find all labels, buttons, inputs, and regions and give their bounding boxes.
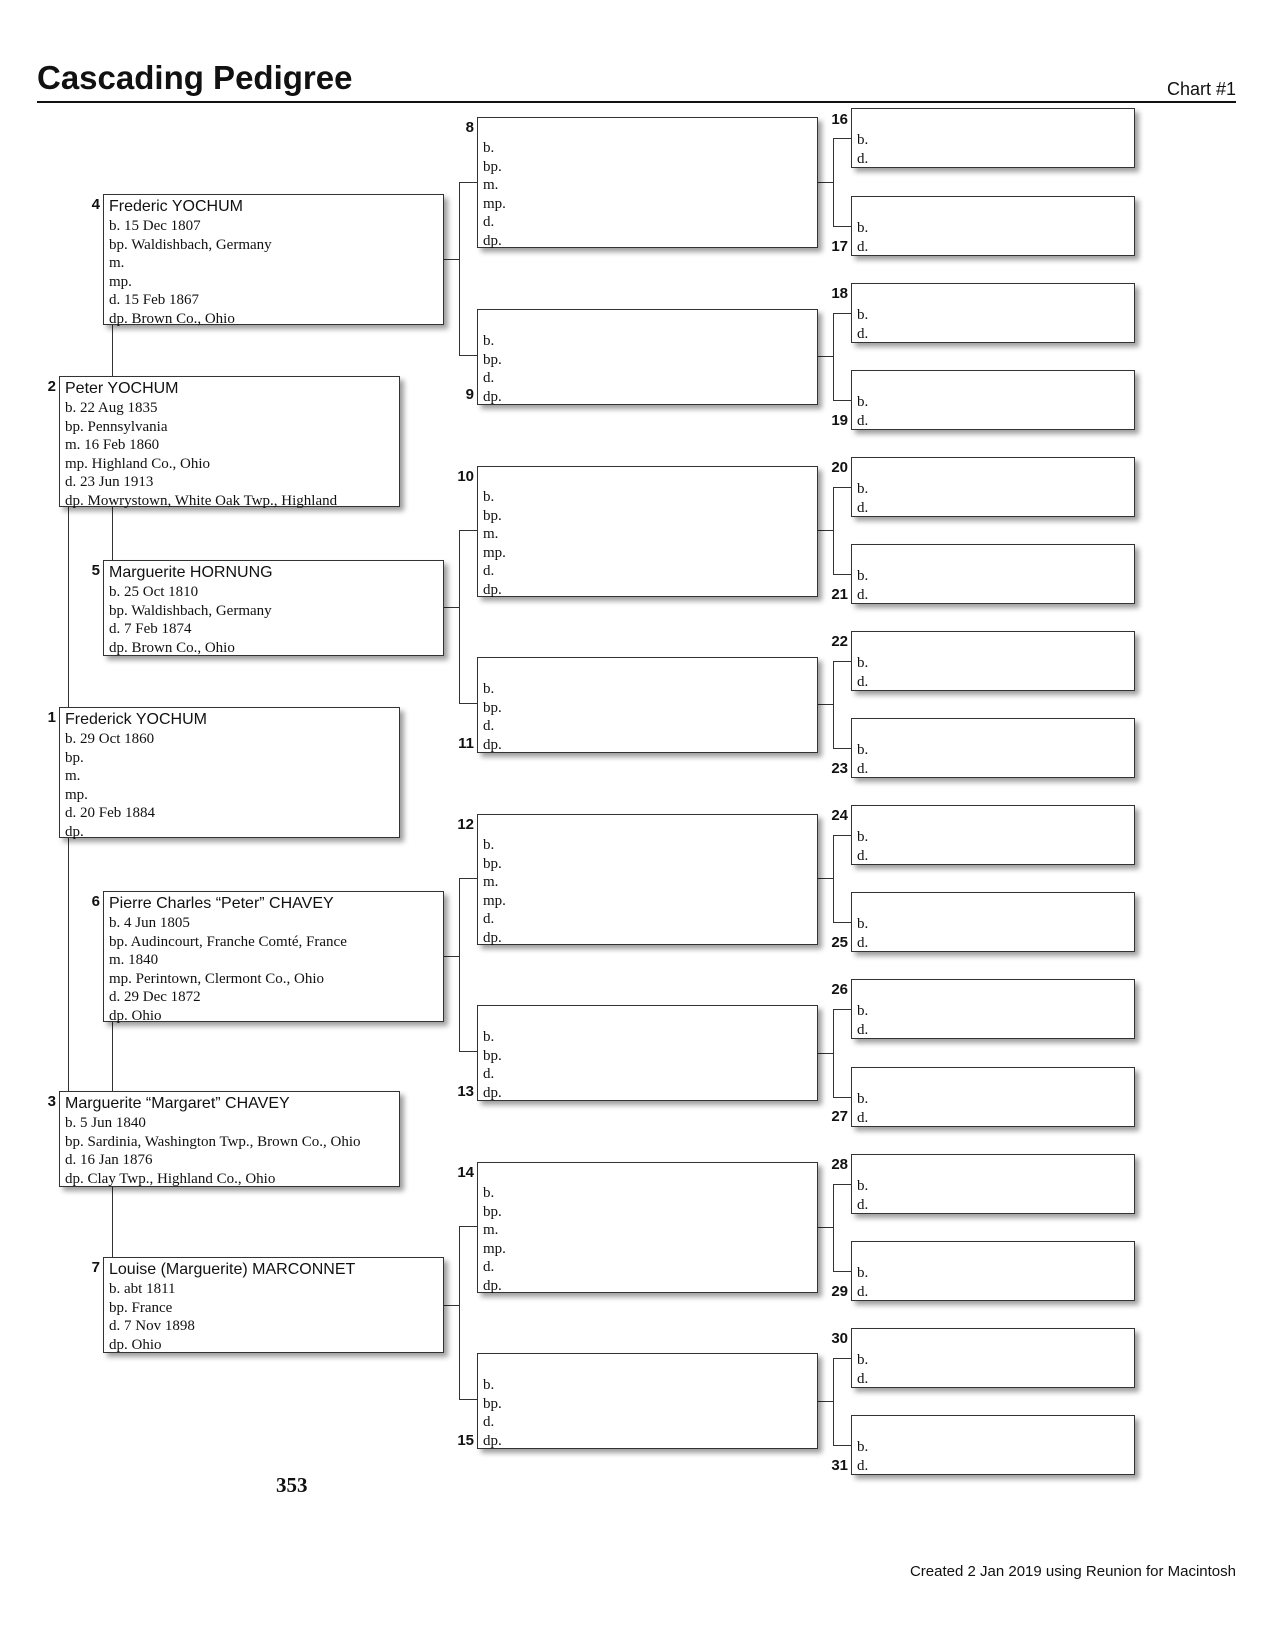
title-rule [37,101,1236,103]
person-detail-line: d. [857,1457,869,1474]
person-box-7 [103,1257,444,1353]
person-name: Frederick YOCHUM [65,711,207,728]
person-detail-line: b. 5 Jun 1840 [65,1115,146,1131]
bracket-bottom-tick-g4-4 [833,922,851,923]
person-box-25 [851,892,1135,952]
bracket-top-tick-g4-2 [833,487,851,488]
person-detail-line: d. [483,1259,495,1275]
person-name: Louise (Marguerite) MARCONNET [109,1261,356,1278]
ahnentafel-number-10: 10 [457,468,474,485]
person-detail-line: b. [857,481,869,497]
bracket-top-tick-g4-4 [833,835,851,836]
bracket-top-tick-g4-7 [833,1358,851,1359]
person-detail-line: b. [483,1377,495,1393]
bracket-bottom-tick-2 [459,1051,477,1052]
person-detail-line: bp. [483,1203,502,1220]
ahnentafel-number-12: 12 [457,816,474,833]
person-box-28 [851,1154,1135,1214]
person-box-22 [851,631,1135,691]
person-detail-line: d. [857,1021,869,1038]
ahnentafel-number-17: 17 [831,238,848,255]
bracket-gen4-2 [833,487,834,574]
bracket-bottom-tick-g4-0 [833,226,851,227]
person-detail-line: mp. Highland Co., Ohio [65,455,210,472]
person-detail-line: dp. Brown Co., Ohio [109,310,235,327]
ahnentafel-number-13: 13 [457,1083,474,1100]
person-detail-line: d. 23 Jun 1913 [65,474,154,490]
person-detail-line: d. 15 Feb 1867 [109,292,199,308]
person-detail-line: d. 7 Nov 1898 [109,1318,195,1334]
person-box-24 [851,805,1135,865]
person-detail-line: b. [483,140,495,156]
person-detail-line: b. [857,1003,869,1019]
person-detail-line: b. [857,829,869,845]
bracket-top-tick-g4-1 [833,313,851,314]
created-footer: Created 2 Jan 2019 using Reunion for Macintosh [909,1563,1236,1580]
person-detail-line: d. 7 Feb 1874 [109,621,192,637]
person-box-27 [851,1067,1135,1127]
ahnentafel-number-21: 21 [831,586,848,603]
person-detail-line: b. [857,394,869,410]
person-detail-line: bp. Sardinia, Washington Twp., Brown Co., Ohio [65,1133,361,1150]
bracket-gen3-3 [459,1226,460,1399]
person-detail-line: d. [857,1109,869,1126]
person-detail-line: mp. [483,195,506,212]
person-detail-line: b. 29 Oct 1860 [65,731,155,747]
person-detail-line: mp. [483,892,506,909]
person-detail-line: dp. Brown Co., Ohio [109,639,235,656]
person-box-9 [477,309,818,405]
bracket-gen4-7 [833,1358,834,1445]
person-detail-line: mp. [483,544,506,561]
person-detail-line: bp. [483,507,502,524]
bracket-bottom-tick-g4-6 [833,1271,851,1272]
person-detail-line: dp. [483,1432,502,1449]
connector-gen3-to-gen4-1 [818,356,833,357]
person-detail-line: b. [483,489,495,505]
ahnentafel-number-22: 22 [831,633,848,650]
person-detail-line: m. [483,1222,499,1238]
ahnentafel-number-7: 7 [91,1259,100,1276]
person-detail-line: d. [857,499,869,516]
person-detail-line: dp. [483,736,502,753]
person-detail-line: bp. [483,855,502,872]
person-detail-line: d. [857,412,869,429]
person-detail-line: m. [109,255,125,271]
person-box-11 [477,657,818,753]
chart-title: Cascading Pedigree [37,59,353,96]
bracket-bottom-tick-0 [459,355,477,356]
person-box-18 [851,283,1135,343]
ahnentafel-number-2: 2 [47,378,56,395]
person-box-2 [59,376,400,507]
person-detail-line: b. [857,1352,869,1368]
person-box-26 [851,979,1135,1039]
person-name: Peter YOCHUM [65,380,179,397]
person-detail-line: mp. [109,273,132,290]
person-detail-line: bp. Pennsylvania [65,418,168,435]
bracket-top-tick-g4-5 [833,1009,851,1010]
person-detail-line: dp. Ohio [109,1007,162,1024]
person-detail-line: d. [857,1370,869,1387]
person-detail-line: b. [483,837,495,853]
ahnentafel-number-30: 30 [831,1330,848,1347]
person-detail-line: d. [857,238,869,255]
person-detail-line: b. [483,1185,495,1201]
person-detail-line: b. 4 Jun 1805 [109,915,190,931]
person-detail-line: mp. [65,786,88,803]
person-detail-line: b. [857,1439,869,1455]
person-box-29 [851,1241,1135,1301]
person-box-19 [851,370,1135,430]
person-detail-line: b. abt 1811 [109,1281,176,1297]
person-box-13 [477,1005,818,1101]
bracket-bottom-tick-g4-5 [833,1097,851,1098]
ahnentafel-number-27: 27 [831,1108,848,1125]
ahnentafel-number-16: 16 [831,111,848,128]
ahnentafel-number-28: 28 [831,1156,848,1173]
person-detail-line: d. [483,911,495,927]
person-detail-line: b. [483,681,495,697]
person-detail-line: d. [483,563,495,579]
person-detail-line: d. [857,1283,869,1300]
ahnentafel-number-15: 15 [457,1432,474,1449]
connector-gen2-to-gen3-2 [443,956,459,957]
person-detail-line: b. [857,655,869,671]
person-detail-line: d. [483,718,495,734]
person-box-3 [59,1091,400,1187]
person-detail-line: b. [483,333,495,349]
person-detail-line: b. [857,132,869,148]
connector-6-3 [112,1021,113,1092]
person-detail-line: b. [857,220,869,236]
person-detail-line: bp. [483,699,502,716]
person-detail-line: bp. Audincourt, Franche Comté, France [109,933,347,950]
bracket-gen4-0 [833,138,834,226]
person-detail-line: dp. [483,1084,502,1101]
person-detail-line: d. [483,370,495,386]
bracket-gen4-3 [833,661,834,748]
ahnentafel-number-31: 31 [831,1457,848,1474]
bracket-bottom-tick-g4-7 [833,1445,851,1446]
person-detail-line: d. [483,1066,495,1082]
bracket-bottom-tick-g4-3 [833,748,851,749]
person-detail-line: dp. [483,581,502,598]
connector-4-2 [112,324,113,377]
person-detail-line: bp. [65,749,84,766]
person-box-1 [59,707,400,838]
person-detail-line: dp. [483,232,502,249]
person-detail-line: dp. [483,388,502,405]
person-detail-line: m. [483,874,499,890]
person-detail-line: dp. [483,1277,502,1294]
ahnentafel-number-4: 4 [91,196,100,213]
person-box-16 [851,108,1135,168]
bracket-bottom-tick-1 [459,703,477,704]
person-detail-line: d. [483,214,495,230]
person-box-21 [851,544,1135,604]
person-box-10 [477,466,818,597]
bracket-top-tick-2 [459,878,477,879]
connector-gen3-to-gen4-5 [818,1053,833,1054]
person-detail-line: b. 25 Oct 1810 [109,584,199,600]
ahnentafel-number-18: 18 [831,285,848,302]
person-detail-line: b. [857,742,869,758]
chart-number: Chart #1 [1166,79,1236,99]
ahnentafel-number-3: 3 [47,1093,56,1110]
connector-gen3-to-gen4-3 [818,704,833,705]
person-detail-line: d. [483,1414,495,1430]
person-detail-line: b. [857,1265,869,1281]
person-box-15 [477,1353,818,1449]
person-detail-line: mp. [483,1240,506,1257]
person-detail-line: bp. [483,158,502,175]
ahnentafel-number-24: 24 [831,807,848,824]
person-detail-line: bp. [483,351,502,368]
bracket-gen3-2 [459,878,460,1051]
person-detail-line: bp. Waldishbach, Germany [109,602,272,619]
bracket-top-tick-g4-3 [833,661,851,662]
ahnentafel-number-9: 9 [465,386,474,403]
bracket-top-tick-1 [459,530,477,531]
person-detail-line: m. 1840 [109,952,159,968]
ahnentafel-number-11: 11 [458,735,474,752]
bracket-gen3-1 [459,530,460,703]
ahnentafel-number-5: 5 [91,562,100,579]
person-box-8 [477,117,818,248]
person-detail-line: m. [483,177,499,193]
connector-gen2-to-gen3-3 [443,1305,459,1306]
person-detail-line: mp. Perintown, Clermont Co., Ohio [109,970,324,987]
person-detail-line: m. [483,526,499,542]
ahnentafel-number-19: 19 [831,412,848,429]
person-box-4 [103,194,444,325]
ahnentafel-number-20: 20 [831,459,848,476]
ahnentafel-number-1: 1 [47,709,56,726]
ahnentafel-number-25: 25 [831,934,848,951]
bracket-gen4-6 [833,1184,834,1271]
bracket-gen4-5 [833,1009,834,1097]
person-detail-line: d. 20 Feb 1884 [65,805,155,821]
person-detail-line: d. [857,1196,869,1213]
person-box-5 [103,560,444,656]
person-detail-line: m. [65,768,81,784]
person-detail-line: d. [857,325,869,342]
person-detail-line: d. [857,760,869,777]
bracket-gen4-1 [833,313,834,400]
bracket-gen4-4 [833,835,834,922]
person-detail-line: bp. [483,1395,502,1412]
person-box-6 [103,891,444,1022]
person-detail-line: bp. [483,1047,502,1064]
person-box-14 [477,1162,818,1293]
connector-2-5 [112,506,113,561]
ahnentafel-number-23: 23 [831,760,848,777]
bracket-top-tick-g4-6 [833,1184,851,1185]
connector-gen3-to-gen4-0 [818,182,833,183]
person-detail-line: dp. [483,929,502,946]
bracket-bottom-tick-g4-2 [833,574,851,575]
connector-gen3-to-gen4-4 [818,878,833,879]
person-detail-line: d. [857,673,869,690]
bracket-top-tick-0 [459,182,477,183]
person-detail-line: dp. [65,823,84,840]
connector-gen3-to-gen4-6 [818,1227,833,1228]
page-number: 353 [276,1473,308,1497]
connector-gen2-to-gen3-1 [443,607,459,608]
bracket-top-tick-g4-0 [833,138,851,139]
bracket-top-tick-3 [459,1226,477,1227]
person-detail-line: d. 29 Dec 1872 [109,989,201,1005]
person-detail-line: dp. Clay Twp., Highland Co., Ohio [65,1170,276,1187]
connector-gen2-to-gen3-0 [443,259,459,260]
connector-gen3-to-gen4-2 [818,530,833,531]
person-detail-line: dp. Ohio [109,1336,162,1353]
connector-gen3-to-gen4-7 [818,1401,833,1402]
person-box-17 [851,196,1135,256]
person-detail-line: b. [857,568,869,584]
person-box-23 [851,718,1135,778]
person-detail-line: d. 16 Jan 1876 [65,1152,153,1168]
person-detail-line: b. [857,307,869,323]
bracket-gen3-0 [459,182,460,355]
person-detail-line: b. [857,1091,869,1107]
ahnentafel-number-14: 14 [457,1164,474,1181]
bracket-bottom-tick-3 [459,1399,477,1400]
person-box-12 [477,814,818,945]
person-detail-line: b. [483,1029,495,1045]
person-name: Marguerite HORNUNG [109,564,273,581]
person-box-30 [851,1328,1135,1388]
ahnentafel-number-6: 6 [91,893,100,910]
person-box-31 [851,1415,1135,1475]
ahnentafel-number-29: 29 [831,1283,848,1300]
person-detail-line: d. [857,847,869,864]
person-detail-line: b. [857,916,869,932]
person-detail-line: b. 22 Aug 1835 [65,400,158,416]
ahnentafel-number-8: 8 [465,119,474,136]
connector-3-7 [112,1186,113,1258]
person-name: Marguerite “Margaret” CHAVEY [65,1095,290,1112]
person-detail-line: dp. Mowrystown, White Oak Twp., Highland [65,492,338,509]
person-detail-line: b. 15 Dec 1807 [109,218,201,234]
person-detail-line: bp. Waldishbach, Germany [109,236,272,253]
person-name: Frederic YOCHUM [109,198,243,215]
person-box-20 [851,457,1135,517]
person-detail-line: m. 16 Feb 1860 [65,437,160,453]
person-detail-line: d. [857,150,869,167]
person-detail-line: d. [857,586,869,603]
person-detail-line: d. [857,934,869,951]
person-name: Pierre Charles “Peter” CHAVEY [109,895,334,912]
person-detail-line: bp. France [109,1299,173,1316]
bracket-bottom-tick-g4-1 [833,400,851,401]
ahnentafel-number-26: 26 [831,981,848,998]
person-detail-line: b. [857,1178,869,1194]
